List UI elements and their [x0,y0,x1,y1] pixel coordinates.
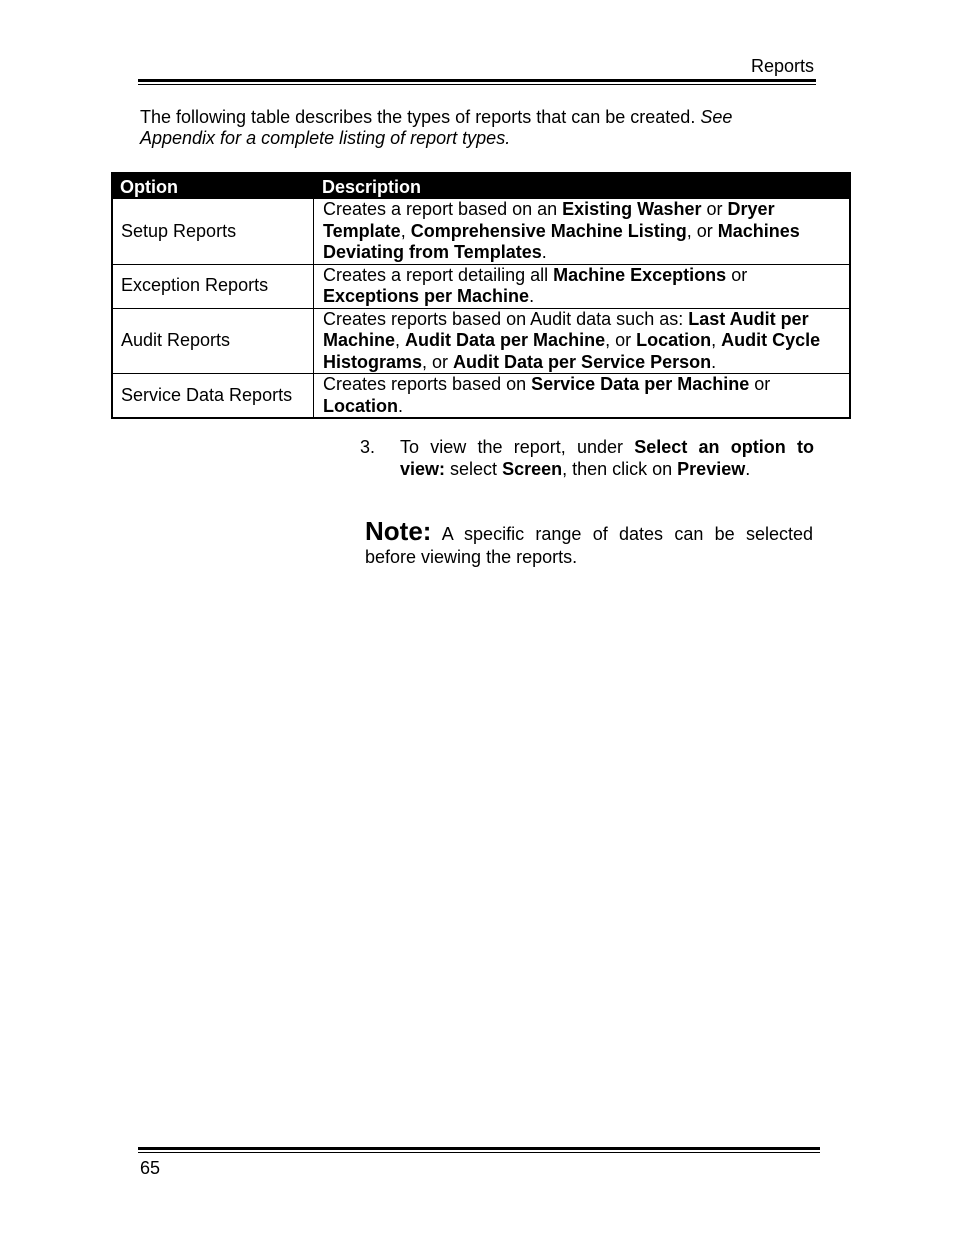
text-run: . [529,286,535,306]
text-run: or [749,374,771,394]
column-header-description: Description [314,173,851,199]
option-cell: Service Data Reports [112,374,314,419]
bold-term: Comprehensive Machine Listing [410,220,687,241]
bold-term: Location [323,395,398,416]
text-run: , [400,220,411,241]
table-row [112,374,850,419]
description-cell [314,374,851,419]
option-cell: Exception Reports [112,264,314,308]
description-cell [314,264,851,308]
intro-paragraph [140,107,800,149]
bold-term: Machine Exceptions [553,264,727,285]
option-cell: Setup Reports [112,199,314,265]
intro-appendix-reference: See Appendix for a complete listing of report types. [140,107,733,148]
text-run: , [395,330,406,350]
header-rule-thin [138,84,816,85]
note-paragraph [365,516,813,569]
bold-term: Dryer Template [323,199,775,241]
running-header-title: Reports [750,56,814,76]
intro-text: The following table describes the types of reports that can be created. [140,107,701,127]
text-run: , or [686,220,718,241]
page-number: 65 [140,1158,161,1178]
table-row [112,264,850,308]
description-cell [314,199,851,265]
text-run: To view the report, under [400,437,635,457]
text-run: . [711,351,717,372]
text-run: . [745,458,751,479]
bold-term: Last Audit per Machine [323,308,809,350]
column-header-option: Option [112,173,314,199]
text-run: . [541,242,547,262]
bold-term: Location [636,330,712,350]
text-run: Creates reports based on Audit data such as: [323,308,689,329]
text-run: or [701,199,728,219]
header-rule-thick [138,79,816,82]
bold-term: Audit Cycle Histograms [323,330,821,372]
bold-term: Audit Data per Machine [405,330,606,350]
step-number: 3. [360,437,376,457]
text-run: select [445,458,503,479]
text-run: Creates a report based on an [323,199,563,219]
description-cell [314,308,851,374]
text-run: Creates reports based on [323,374,532,394]
footer-rule-thick [138,1147,820,1150]
text-run: , [711,330,722,350]
bold-term: Machines Deviating from Templates [323,220,800,262]
text-run: Creates a report detailing all [323,264,554,285]
table-row [112,308,850,374]
table-row [112,199,850,265]
footer-rule-thin [138,1152,820,1153]
text-run: . [398,395,404,416]
note-text: A specific range of dates can be selected before viewing the reports. [365,524,813,567]
text-run: , or [422,351,454,372]
note-label: Note: [365,516,432,546]
option-cell: Audit Reports [112,308,314,374]
bold-term: Audit Data per Service Person [453,351,712,372]
bold-term: Screen [502,458,563,479]
step-text [400,437,814,480]
bold-term: Exceptions per Machine [323,286,530,306]
bold-term: Select an option to view: [400,437,814,479]
text-run: , or [605,330,637,350]
report-types-table [111,172,851,419]
text-run: or [726,264,748,285]
table-header-row [112,173,850,199]
bold-term: Existing Washer [562,199,702,219]
bold-term: Service Data per Machine [531,374,750,394]
text-run: , then click on [562,458,678,479]
bold-term: Preview [677,458,746,479]
